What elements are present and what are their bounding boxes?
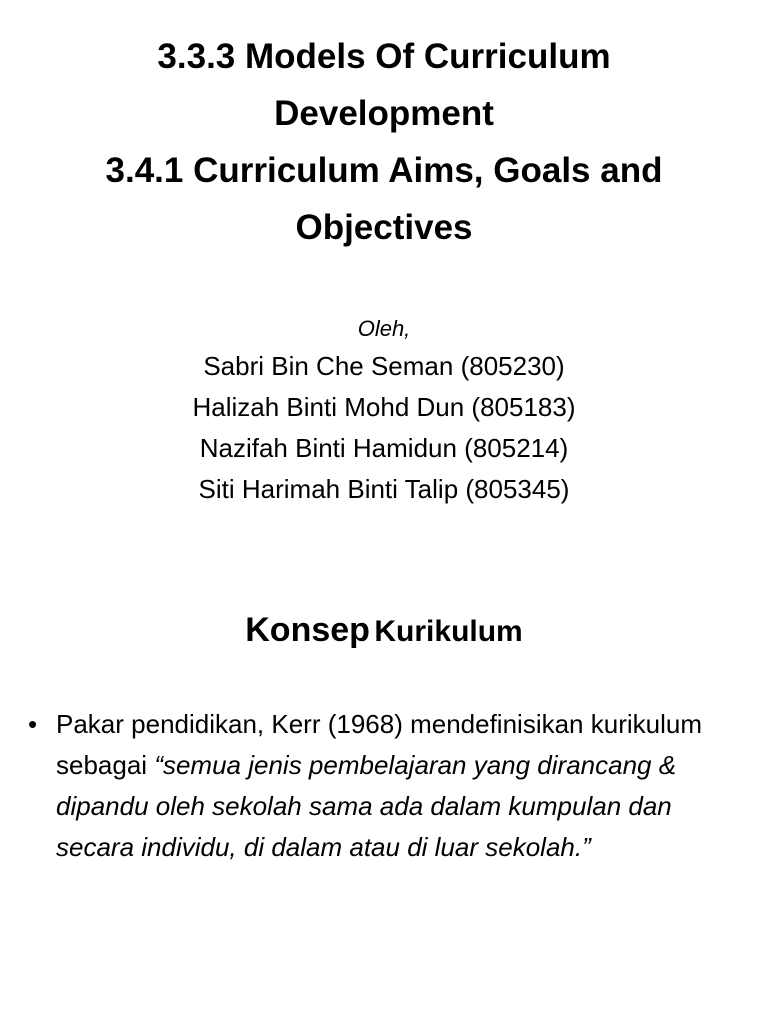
title-line: Development xyxy=(274,94,494,133)
section-heading xyxy=(0,606,768,661)
presenter-list xyxy=(0,312,768,510)
bullet-lead-text: Pakar pendidikan, Kerr (1968) mendefinisikan kurikulum sebagai xyxy=(56,709,702,780)
section-heading-word: Kurikulum xyxy=(374,615,523,648)
title-line: 3.4.1 Curriculum Aims, Goals and xyxy=(105,151,663,190)
title-line: Objectives xyxy=(295,208,473,247)
bullet-list xyxy=(28,704,738,868)
section-heading-word: Konsep xyxy=(245,611,370,649)
presenter-name: Halizah Binti Mohd Dun (805183) xyxy=(192,392,576,422)
title-line: 3.3.3 Models Of Curriculum xyxy=(157,37,611,76)
presenter-name: Sabri Bin Che Seman (805230) xyxy=(203,351,565,381)
bullet-marker: • xyxy=(28,709,38,739)
bullet-item xyxy=(28,704,738,868)
bullet-quote-text: “semua jenis pembelajaran yang dirancang & dipandu oleh sekolah sama ada dalam kumpulan dan secara individu, di dalam atau di luar sekolah.” xyxy=(56,750,677,862)
slide-title xyxy=(30,28,738,256)
presenter-name: Nazifah Binti Hamidun (805214) xyxy=(199,433,569,463)
presenter-name: Siti Harimah Binti Talip (805345) xyxy=(198,474,570,504)
presenter-intro: Oleh, xyxy=(357,316,411,341)
